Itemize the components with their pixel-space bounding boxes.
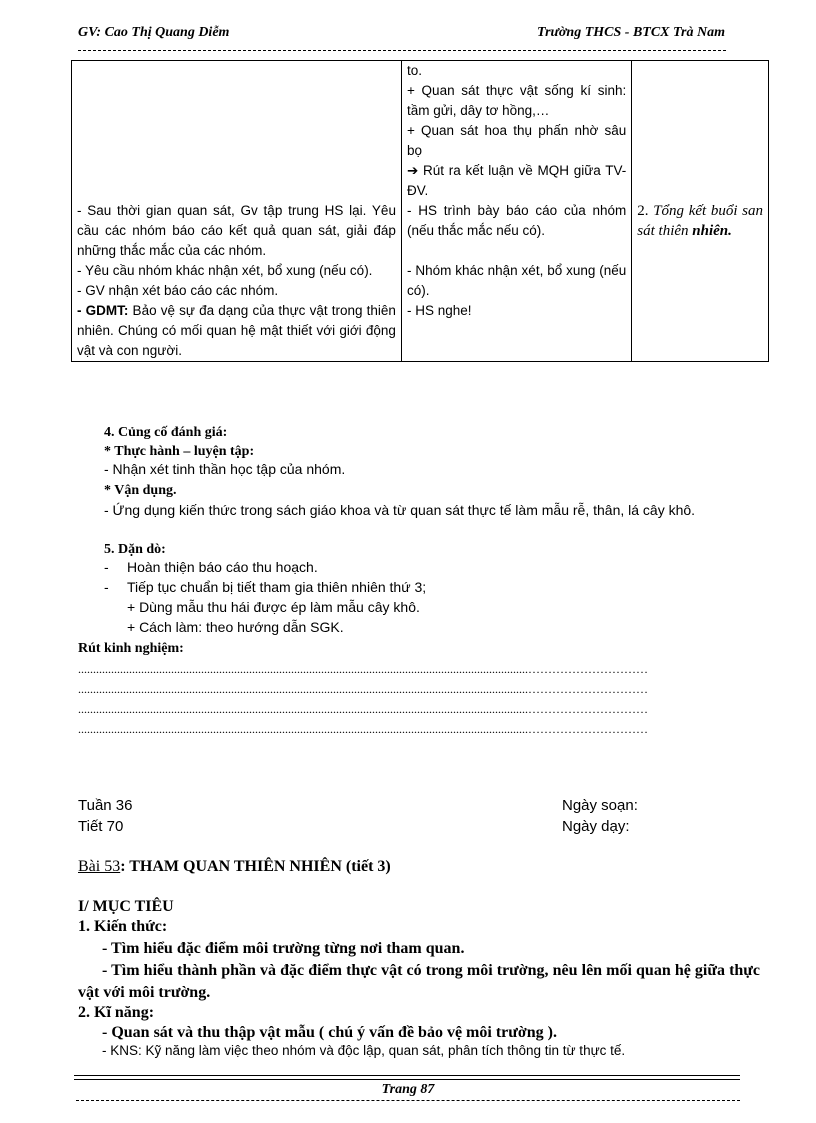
activity-table: [71, 60, 769, 362]
lesson-title: [78, 856, 391, 878]
dot-line: ......................................................................................................................................................…………………………: [78, 702, 648, 716]
gdmt-note: [77, 301, 396, 361]
header-teacher: GV: Cao Thị Quang Diễm: [78, 25, 230, 40]
skills-item: - Quan sát và thu thập vật mẫu ( chú ý vấn đề bảo vệ môi trường ).: [102, 1024, 557, 1041]
student-step: + Quan sát hoa thụ phấn nhờ sâu bọ: [406, 123, 627, 158]
student-step: - HS nghe!: [406, 303, 472, 318]
period-label: Tiết 70: [78, 818, 124, 835]
gdmt-text: Bảo vệ sự đa dạng của thực vật trong thiên nhiên. Chúng có mối quan hệ mật thiết với giới động vật và con người.: [77, 303, 396, 358]
skills-heading: 2. Kĩ năng:: [78, 1004, 155, 1021]
prep-date-label: Ngày soạn:: [562, 797, 638, 814]
practice-text: - Nhận xét tinh thần học tập của nhóm.: [104, 461, 346, 477]
student-step: - Nhóm khác nhận xét, bổ xung (nếu có).: [406, 263, 627, 298]
knowledge-item: - Tìm hiểu đặc điểm môi trường từng nơi tham quan.: [102, 940, 465, 957]
teach-date-label: Ngày dạy:: [562, 818, 630, 835]
homework-heading: 5. Dặn dò:: [104, 542, 166, 557]
knowledge-item: - Tìm hiểu thành phần và đặc điểm thực vật có trong môi trường, nêu lên mối quan hệ giữa thực vật với môi trường.: [78, 962, 760, 1001]
teacher-step: - Yêu cầu nhóm khác nhận xét, bổ xung (nếu có).: [77, 263, 373, 278]
header-school: Trường THCS - BTCX Trà Nam: [537, 25, 725, 40]
page-number: Trang 87: [381, 1082, 435, 1097]
table-row: [72, 61, 769, 362]
dot-line: ......................................................................................................................................................…………………………: [78, 722, 648, 736]
table-cell-teacher: [72, 61, 402, 362]
student-step: ➔ Rút ra kết luận về MQH giữa TV-ĐV.: [406, 163, 627, 198]
apply-heading: * Vận dụng.: [104, 483, 177, 498]
dot-line: ......................................................................................................................................................…………………………: [78, 662, 648, 676]
homework-item: Hoàn thiện báo cáo thu hoạch.: [127, 559, 318, 575]
content-summary: [637, 201, 763, 241]
student-step: + Quan sát thực vật sống kí sinh: tầm gửi, dây tơ hồng,…: [406, 83, 627, 118]
blank-space: [407, 241, 626, 261]
gdmt-label: - GDMT:: [77, 303, 129, 318]
experience-heading: Rút kinh nghiệm:: [78, 641, 184, 656]
lesson-name: : THAM QUAN THIÊN NHIÊN (tiết 3): [120, 858, 391, 875]
lesson-number: Bài 53: [78, 858, 121, 875]
objectives-heading: I/ MỤC TIÊU: [78, 898, 174, 915]
knowledge-heading: 1. Kiến thức:: [78, 918, 168, 935]
content-number: 2.: [637, 203, 649, 219]
apply-text: - Ứng dụng kiến thức trong sách giáo khoa và từ quan sát thực tế làm mẫu rễ, thân, lá cây khô.: [104, 502, 696, 518]
skills-item: - KNS: Kỹ năng làm việc theo nhóm và độc lập, quan sát, phân tích thông tin từ thực tế.: [102, 1043, 626, 1058]
practice-heading: * Thực hành – luyện tập:: [104, 444, 255, 459]
week-label: Tuần 36: [78, 797, 133, 814]
teacher-step: - GV nhận xét báo cáo các nhóm.: [77, 283, 279, 298]
consolidation-heading: 4. Củng cố đánh giá:: [104, 425, 228, 440]
footer-dashed-line: [76, 1100, 740, 1101]
content-bold: nhiên.: [692, 223, 732, 239]
table-cell-student: [401, 61, 631, 362]
content-italic: Tổng kết buổi san sát thiên: [637, 203, 763, 239]
teacher-step: - Sau thời gian quan sát, Gv tập trung HS lại. Yêu cầu các nhóm báo cáo kết quả quan sát, giải đáp những thắc mắc của các nhóm.: [77, 203, 396, 258]
footer-divider: [74, 1075, 740, 1080]
student-step: - HS trình bày báo cáo của nhóm (nếu thắc mắc nếu có).: [406, 203, 627, 238]
table-cell-content: [632, 61, 769, 362]
homework-item: Tiếp tục chuẩn bị tiết tham gia thiên nhiên thứ 3;: [127, 579, 427, 595]
blank-space: [77, 61, 396, 201]
homework-dash: -: [104, 579, 109, 595]
dot-line: ......................................................................................................................................................…………………………: [78, 682, 648, 696]
student-step: to.: [406, 63, 422, 78]
homework-subitem: + Dùng mẫu thu hái được ép làm mẫu cây khô.: [127, 599, 420, 615]
homework-subitem: + Cách làm: theo hướng dẫn SGK.: [127, 619, 344, 635]
blank-space: [637, 61, 763, 201]
header-divider: [78, 50, 726, 51]
homework-dash: -: [104, 559, 109, 575]
